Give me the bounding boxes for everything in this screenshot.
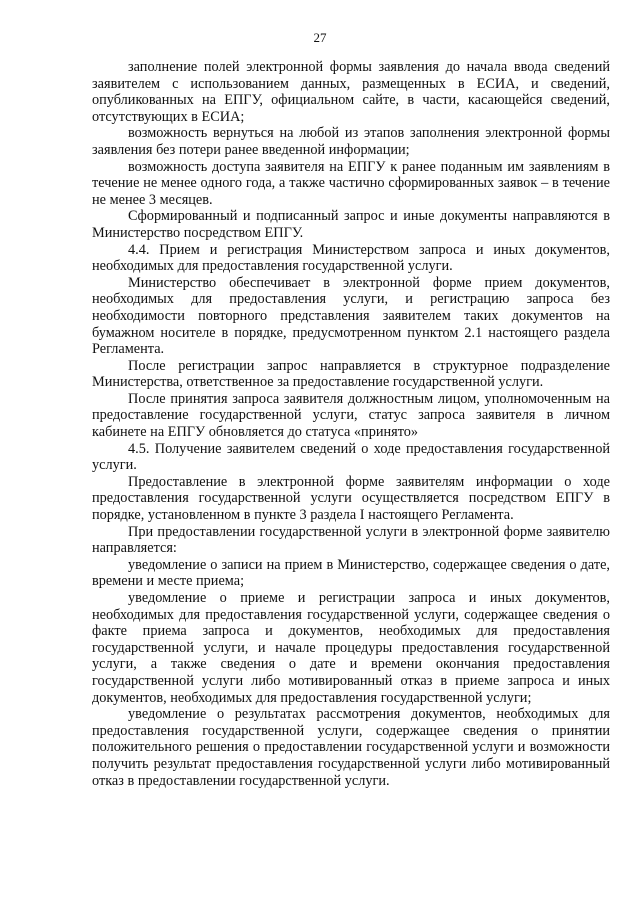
paragraph-return-to-step: возможность вернуться на любой из этапов заполнения электронной формы заявления без потери ранее введенной информации; — [92, 125, 610, 158]
paragraph-request-sent: Сформированный и подписанный запрос и иные документы направляются в Министерство посредством ЕПГУ. — [92, 208, 610, 241]
paragraph-result-notification: уведомление о результатах рассмотрения документов, необходимых для предоставления государственной услуги, содержащее сведения о принятии положительного решения о предоставлении государственной услуги и возможности получить результат предоставления государственной услуги либо мотивированный отказ в предоставлении государственной услуги. — [92, 706, 610, 789]
paragraph-notifications-intro: При предоставлении государственной услуги в электронной форме заявителю направляется: — [92, 523, 610, 557]
paragraph-access-previous-applications: возможность доступа заявителя на ЕПГУ к ранее поданным им заявлениям в течение не менее одного года, а также частично сформированных заявок – в течение не менее 3 месяцев. — [92, 158, 610, 208]
document-body — [92, 59, 610, 789]
paragraph-ministry-reception: Министерство обеспечивает в электронной форме прием документов, необходимых для предоставления услуги, и регистрацию запроса без необходимости повторного представления заявителем таких документов на бумажном носителе в порядке, предусмотренном пунктом 2.1 настоящего раздела Регламента. — [92, 274, 610, 358]
paragraph-status-accepted: После принятия запроса заявителя должностным лицом, уполномоченным на предоставление государственной услуги, статус запроса заявителя в личном кабинете на ЕПГУ обновляется до статуса «принято» — [92, 390, 610, 441]
paragraph-after-registration: После регистрации запрос направляется в структурное подразделение Министерства, ответственное за предоставление государственной услуги. — [92, 357, 610, 391]
page-number: 27 — [313, 30, 327, 45]
paragraph-progress-info: Предоставление в электронной форме заявителям информации о ходе предоставления государственной услуги осуществляется посредством ЕПГУ в порядке, установленном в пункте 3 раздела I настоящего Регламента. — [92, 473, 610, 524]
paragraph-receipt-notification: уведомление о приеме и регистрации запроса и иных документов, необходимых для предоставления государственной услуги, содержащее сведения о факте приема запроса и документов, необходимых для предоставления государственной услуги, и начале процедуры предоставления государственной услуги, а также сведения о дате и времени окончания предоставления государственной услуги либо мотивированный отказ в приеме запроса и иных документов, необходимых для предоставления государственной услуги; — [92, 590, 610, 706]
paragraph-appointment-notification: уведомление о записи на прием в Министерство, содержащее сведения о дате, времени и месте приема; — [92, 556, 610, 590]
section-4-4-heading: 4.4. Прием и регистрация Министерством запроса и иных документов, необходимых для предоставления государственной услуги. — [92, 241, 610, 275]
paragraph-esia-autofill: заполнение полей электронной формы заявления до начала ввода сведений заявителем с использованием данных, размещенных в ЕСИА, и сведений, опубликованных на ЕПГУ, официальном сайте, в части, касающейся сведений, отсутствующих в ЕСИА; — [92, 59, 610, 125]
section-4-5-heading: 4.5. Получение заявителем сведений о ходе предоставления государственной услуги. — [92, 440, 610, 474]
